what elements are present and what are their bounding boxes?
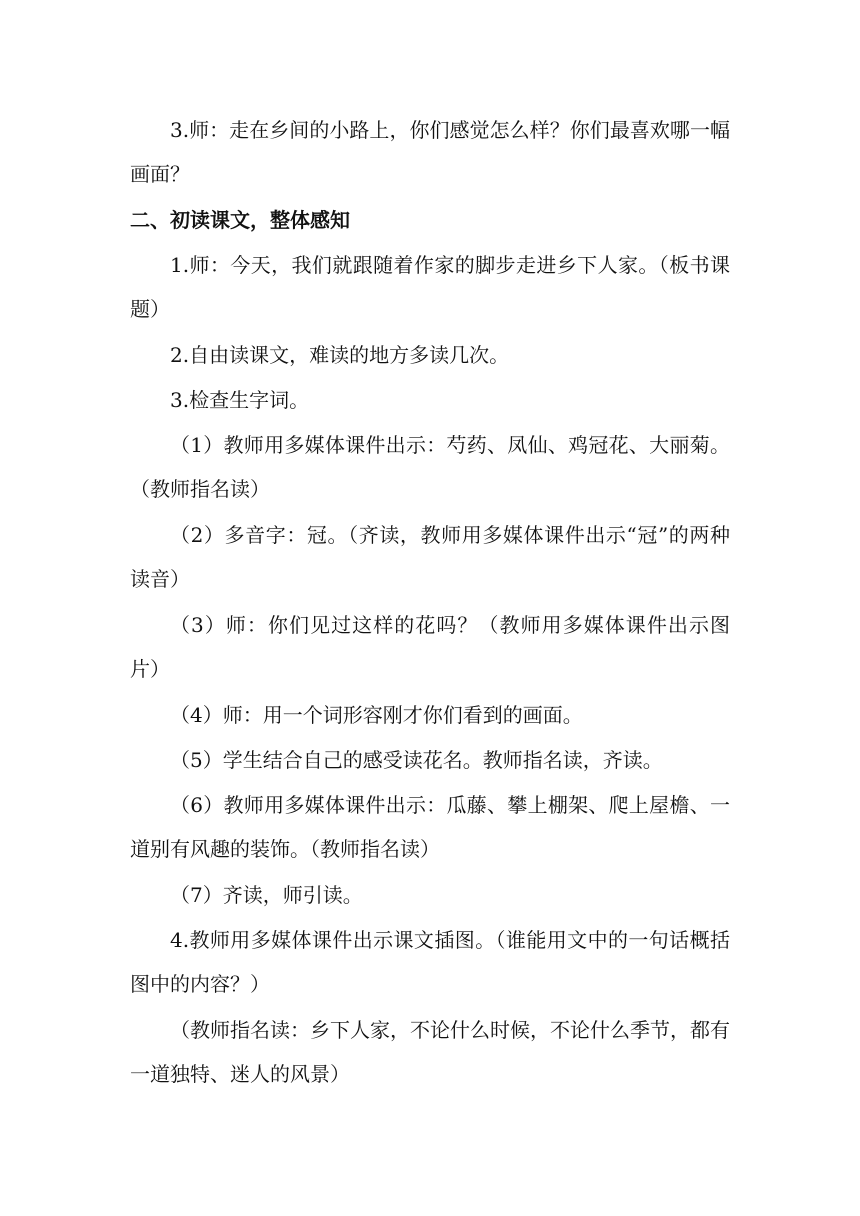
paragraph-sub-7: （7）齐读，师引读。 [170, 883, 363, 907]
paragraph-sub-1: （1）教师用多媒体课件出示：芍药、凤仙、鸡冠花、大丽菊。（教师指名读） [130, 433, 730, 501]
paragraph-step-4: 4.教师用多媒体课件出示课文插图。（谁能用文中的一句话概括图中的内容？） [130, 928, 730, 996]
paragraph-sub-2: （2）多音字：冠。（齐读，教师用多媒体课件出示“冠”的两种读音） [130, 523, 730, 591]
paragraph-sub-3: （3）师：你们见过这样的花吗？（教师用多媒体课件出示图片） [130, 613, 730, 681]
section-heading-2: 二、初读课文，整体感知 [130, 208, 350, 232]
paragraph-step-1: 1.师：今天，我们就跟随着作家的脚步走进乡下人家。（板书课题） [130, 253, 730, 321]
paragraph-step-4-answer: （教师指名读：乡下人家，不论什么时候，不论什么季节，都有一道独特、迷人的风景） [130, 1018, 730, 1086]
paragraph-teacher-question: 3.师：走在乡间的小路上，你们感觉怎么样？你们最喜欢哪一幅画面？ [130, 118, 730, 186]
paragraph-sub-6: （6）教师用多媒体课件出示：瓜藤、攀上棚架、爬上屋檐、一道别有风趣的装饰。（教师指名读） [130, 793, 730, 861]
paragraph-sub-5: （5）学生结合自己的感受读花名。教师指名读，齐读。 [170, 748, 663, 772]
paragraph-sub-4: （4）师：用一个词形容刚才你们看到的画面。 [170, 703, 583, 727]
paragraph-step-2: 2.自由读课文，难读的地方多读几次。 [170, 343, 510, 367]
paragraph-step-3: 3.检查生字词。 [170, 388, 310, 412]
